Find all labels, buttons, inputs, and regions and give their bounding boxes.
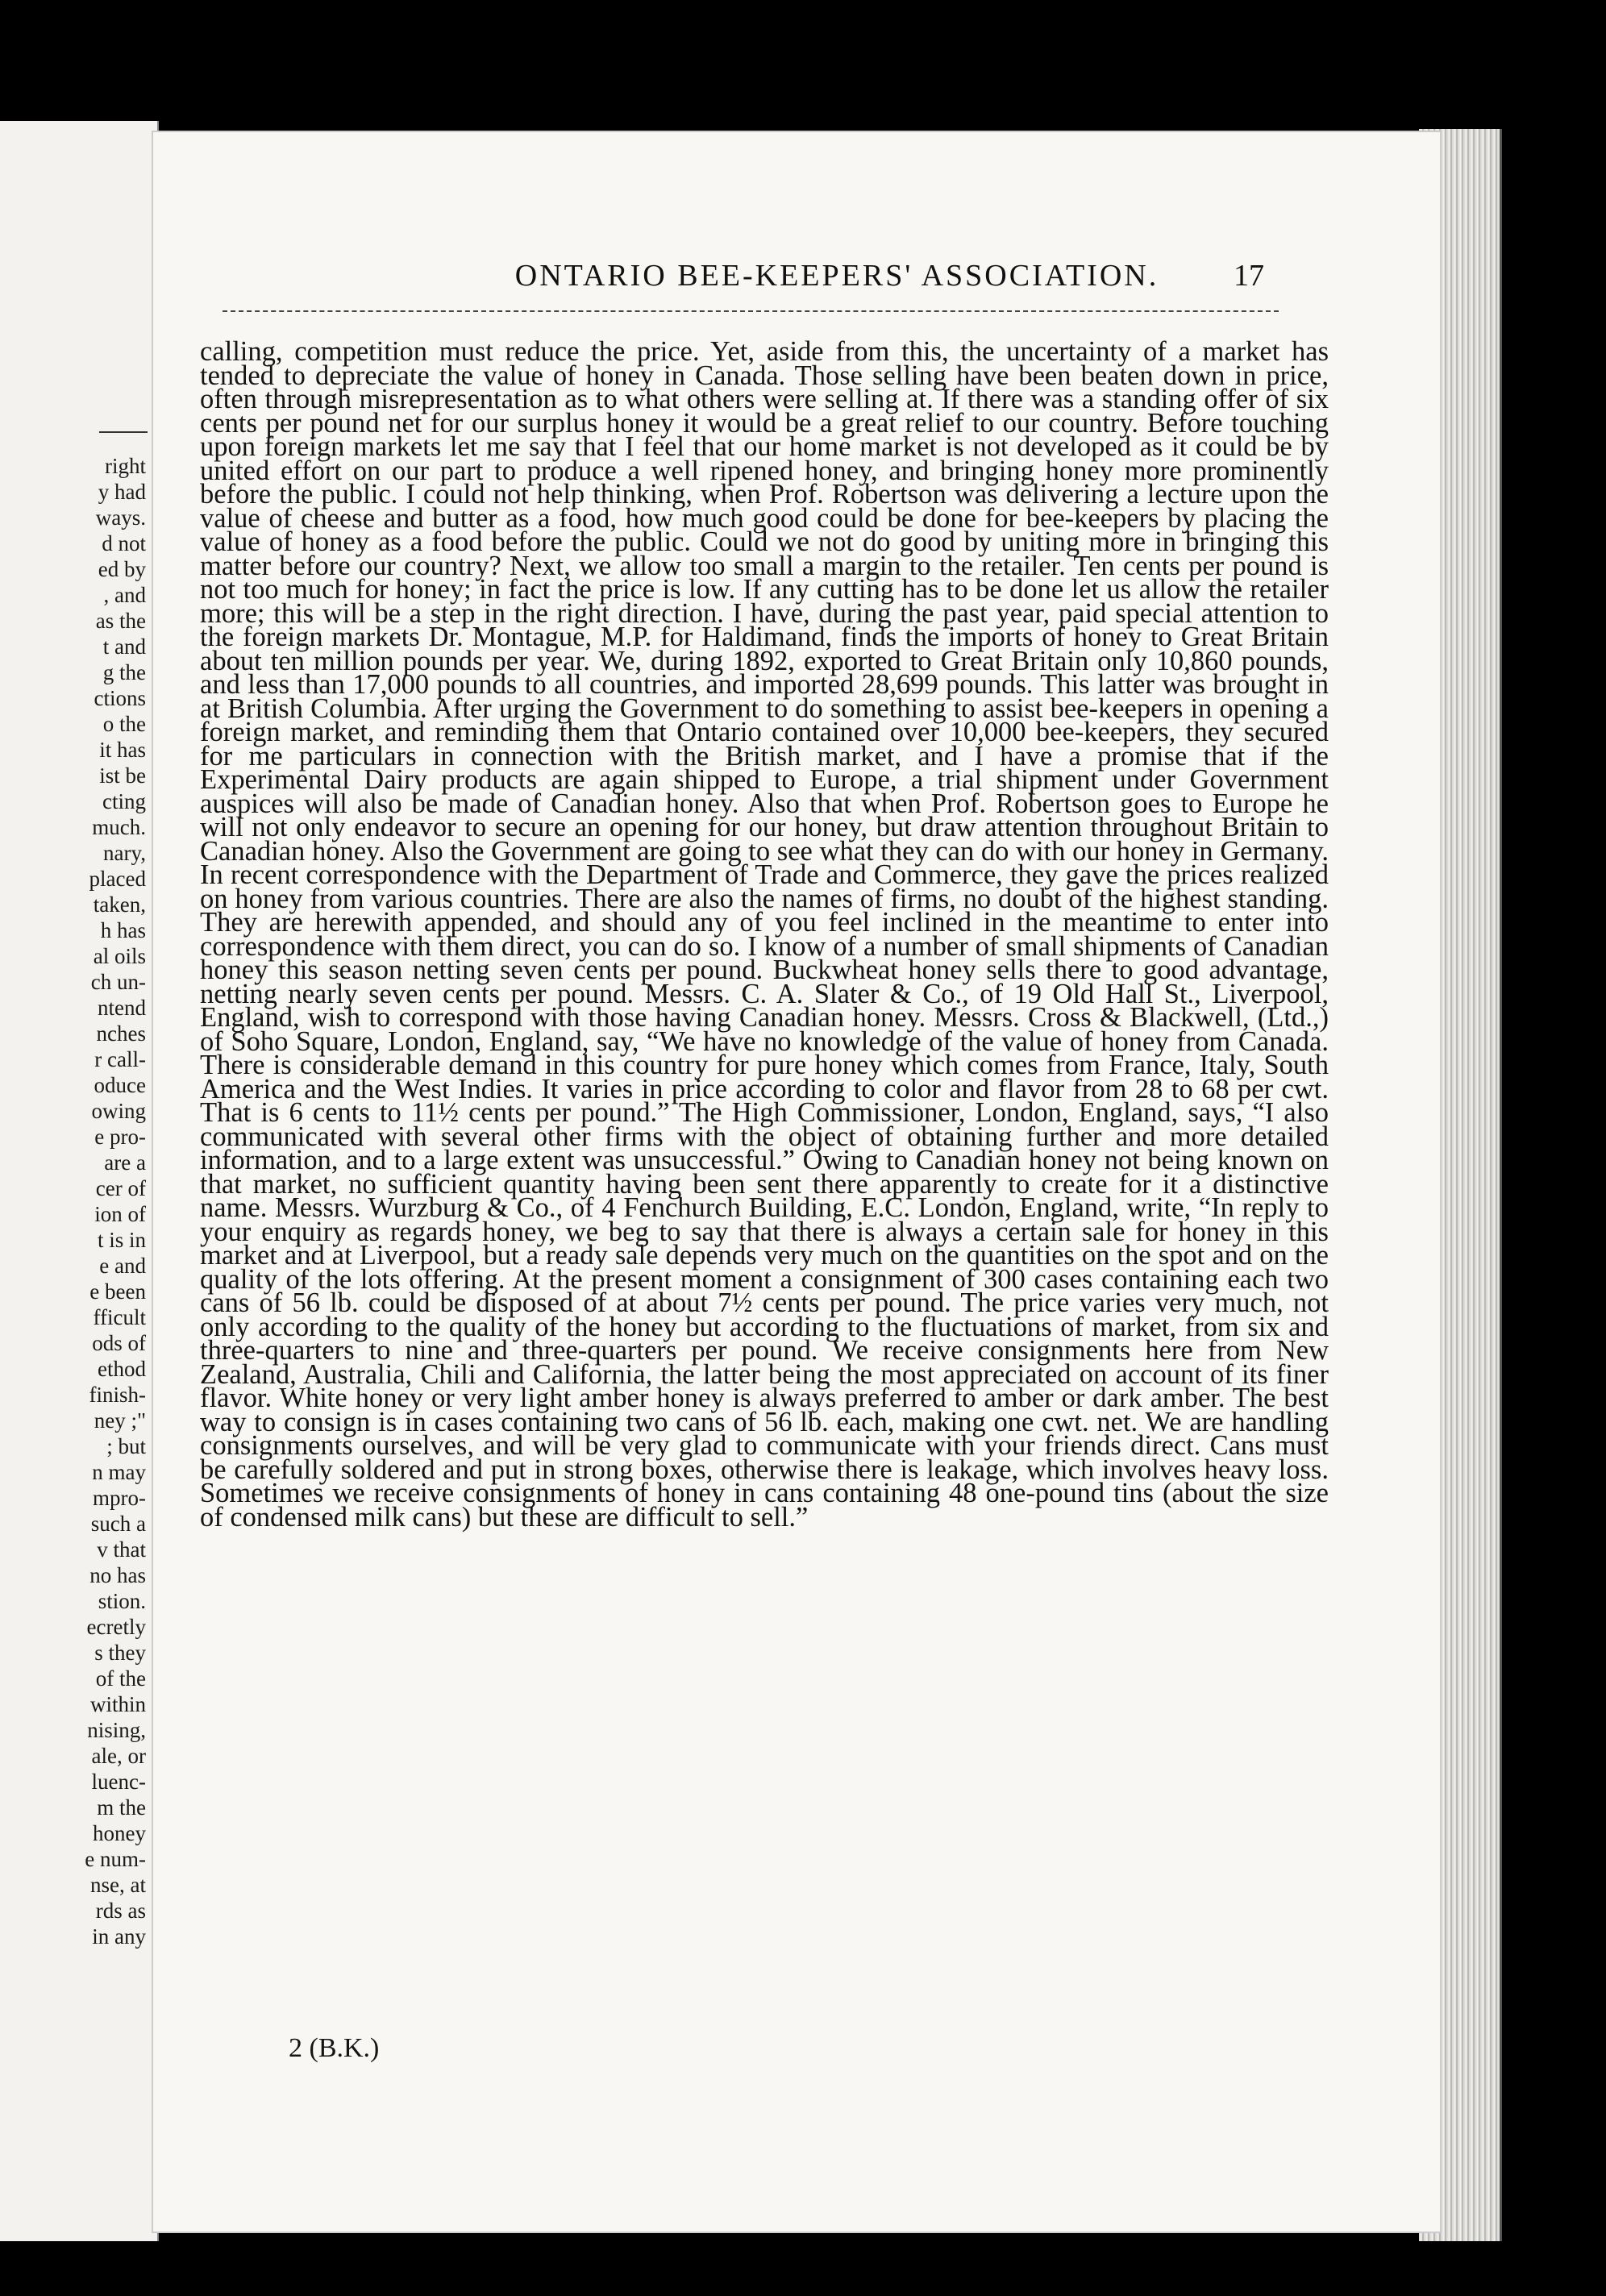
left-page-line: y had [98, 480, 146, 504]
left-page-line: nse, at [90, 1873, 146, 1897]
left-page-line: , and [103, 583, 146, 607]
left-page-line: honey [93, 1821, 146, 1845]
left-page-line: ecretly [86, 1615, 146, 1639]
left-page-line: ch un- [90, 970, 146, 994]
left-page-line: ; but [106, 1434, 146, 1458]
left-page-line: al oils [93, 944, 146, 968]
left-page-line: ethod [98, 1357, 146, 1381]
left-page-line: ion of [94, 1202, 146, 1226]
left-page-line: t is in [97, 1228, 146, 1252]
left-page-line: ways. [95, 505, 146, 530]
left-page-line: o the [102, 712, 146, 736]
left-page-line: taken, [93, 892, 146, 917]
left-page-line: fficult [93, 1305, 146, 1329]
left-page-line: nising, [87, 1718, 146, 1742]
left-page-line: ney ;" [94, 1408, 146, 1433]
left-page-line: ods of [92, 1331, 146, 1355]
left-page-line: rds as [95, 1899, 146, 1923]
left-page-line: n may [92, 1460, 146, 1484]
left-page-line: no has [89, 1563, 146, 1587]
left-page-line: it has [99, 738, 146, 762]
page-number: 17 [1234, 259, 1264, 293]
left-page-line: much. [92, 815, 146, 839]
main-page [152, 131, 1442, 2233]
signature-mark: 2 (B.K.) [289, 2033, 380, 2063]
left-page-line: mpro- [93, 1486, 146, 1510]
left-page-line: g the [102, 660, 146, 684]
left-page-text-fragments [85, 453, 146, 1949]
left-page-line: e pro- [94, 1125, 146, 1149]
left-page-line: right [105, 454, 146, 478]
left-page-line: ist be [99, 763, 146, 788]
left-page-line: e been [89, 1279, 146, 1304]
left-page-line: nches [96, 1021, 146, 1046]
left-page-line: stion. [98, 1589, 146, 1613]
left-page-line: s they [94, 1641, 146, 1665]
left-page-line: within [89, 1692, 146, 1716]
left-page-line: in any [92, 1924, 146, 1949]
left-page-line: oduce [94, 1073, 146, 1097]
left-page-line: luenc- [91, 1770, 146, 1794]
header-rule [223, 310, 1279, 312]
left-page-fragment [0, 121, 159, 2241]
left-page-rule [99, 431, 148, 433]
running-title: ONTARIO BEE-KEEPERS' ASSOCIATION. [514, 259, 1159, 293]
left-page-line: r call- [94, 1047, 146, 1071]
left-page-line: cting [102, 789, 146, 813]
left-page-line: e num- [85, 1847, 146, 1871]
left-page-line: finish- [89, 1383, 146, 1407]
left-page-line: ed by [98, 557, 146, 581]
left-page-line: d not [102, 531, 146, 555]
left-page-line: of the [95, 1666, 146, 1691]
left-page-line: cer of [95, 1176, 146, 1200]
left-page-line: as the [95, 609, 146, 633]
left-page-line: m the [97, 1795, 146, 1820]
left-page-line: ale, or [91, 1744, 146, 1768]
left-page-line: owing [91, 1099, 146, 1123]
left-page-line: ctions [94, 686, 146, 710]
left-page-line: placed [89, 867, 146, 891]
left-page-line: are a [104, 1150, 146, 1175]
left-page-line: v that [97, 1537, 146, 1562]
left-page-line: e and [99, 1254, 146, 1278]
left-page-line: such a [90, 1512, 146, 1536]
left-page-line: h has [100, 918, 146, 942]
left-page-line: t and [102, 634, 146, 659]
left-page-line: nary, [103, 841, 146, 865]
left-page-line: ntend [98, 996, 146, 1020]
body-paragraph: calling, competition must reduce the price. Yet, aside from this, the uncertainty of a market has tended to depreciate the value of honey in Canada. Those selling have been beaten down in price, often through misrepresentation as to what others were selling at. If there was a standing offer of six cents per pound net for our surplus honey it would be a great relief to our country. Before touching upon foreign markets let me say that I feel that our home market is not developed as it could be by united effort on our part to produce a well ripened honey, and bringing honey more prominently before the public. I could not help thinking, when Prof. Robertson was delivering a lecture upon the value of cheese and butter as a food, how much good could be done for bee-keepers by placing the value of honey as a food before the public. Could we not do good by uniting more in bringing this matter before our country? Next, we allow too small a margin to the retailer. Ten cents per pound is not too much for honey; in fact the price is low. If any cutting has to be done let us allow the retailer more; this will be a step in the right direction. I have, during the past year, paid special attention to the foreign markets Dr. Montague, M.P. for Haldimand, finds the imports of honey to Great Britain about ten million pounds per year. We, during 1892, exported to Great Britain only 10,860 pounds, and less than 17,000 pounds to all countries, and imported 28,699 pounds. This latter was brought in at British Columbia. After urging the Government to do something to assist bee-keepers in opening a foreign market, and reminding them that Ontario contained over 10,000 bee-keepers, they secured for me particulars in connection with the British market, and I have a promise that if the Experimental Dairy products are again shipped to Europe, a trial shipment under Government auspices will also be made of Canadian honey. Also that when Prof. Robertson goes to Europe he will not only endeavor to secure an opening for our honey, but draw attention throughout Britain to Canadian honey. Also the Government are going to see what they can do with our honey in Germany. In recent correspondence with the Department of Trade and Commerce, they gave the prices realized on honey from various countries. There are also the names of firms, no doubt of the highest standing. They are herewith appended, and should any of you feel inclined in the meantime to enter into correspondence with them direct, you can do so. I know of a number of small shipments of Canadian honey this season netting seven cents per pound. Buckwheat honey sells there to good advantage, netting nearly seven cents per pound. Messrs. C. A. Slater & Co., of 19 Old Hall St., Liverpool, England, wish to correspond with those having Canadian honey. Messrs. Cross & Blackwell, (Ltd.,) of Soho Square, London, England, say, “We have no knowledge of the value of honey from Canada. There is considerable demand in this country for pure honey which comes from France, Italy, South America and the West Indies. It varies in price according to color and flavor from 28 to 68 per cwt. That is 6 cents to 11½ cents per pound.” The High Commissioner, London, England, says, “I also communicated with several other firms with the object of obtaining further and more detailed information, and to a large extent was unsuccessful.” Owing to Canadian honey not being known on that market, no sufficient quantity having been sent there apparently to create for it a distinctive name. Messrs. Wurzburg & Co., of 4 Fenchurch Building, E.C. London, England, write, “In reply to your enquiry as regards honey, we beg to say that there is always a certain sale for honey in this market and at Liverpool, but a ready sale depends very much on the quantities on the spot and on the quality of the lots offering. At the present moment a consignment of 300 cases containing each two cans of 56 lb. could be disposed of at about 7½ cents per pound. The price varies very much, not only according to the quality of the honey but according to the fluctuations of market, from six and three-quarters to nine and three-quarters per pound. We receive consignments here from New Zealand, Australia, Chili and California, the latter being the most appreciated on account of its finer flavor. White honey or very light amber honey is always preferred to amber or dark amber. The best way to consign is in cases containing two cans of 56 lb. each, making one cwt. net. We are handling consignments ourselves, and will be very glad to communicate with your friends direct. Cans must be carefully soldered and put in strong boxes, otherwise there is leakage, which involves heavy loss. Sometimes we receive consignments of honey in cans containing 48 one-pound tins (about the size of condensed milk cans) but these are difficult to sell.” [200, 336, 1329, 1533]
